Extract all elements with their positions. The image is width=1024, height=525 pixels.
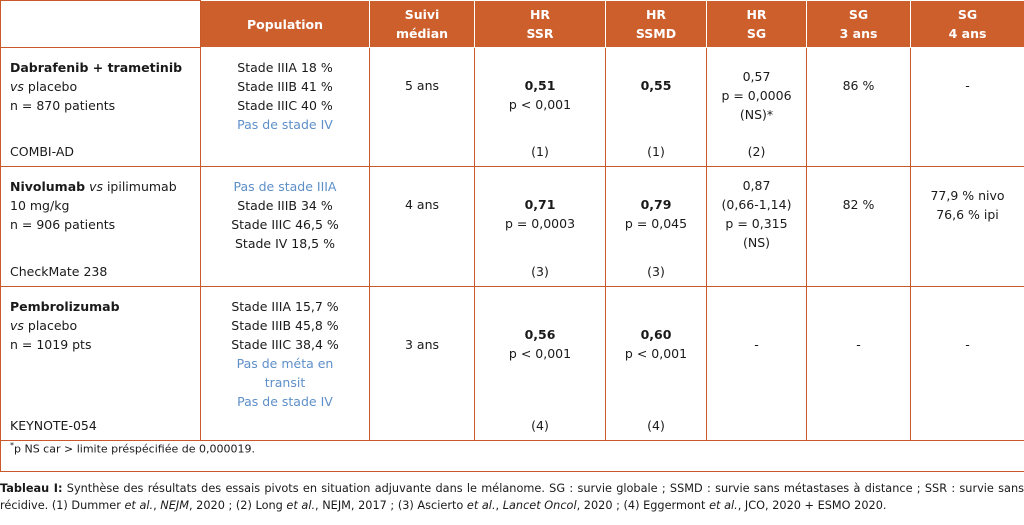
footnote bbox=[1, 440, 1024, 471]
hr-sg-line: (NS) bbox=[742, 235, 771, 251]
sg-4ans-cell bbox=[911, 286, 1024, 440]
study-name: CheckMate 238 bbox=[10, 263, 108, 279]
hr-ssmd-cell bbox=[606, 48, 707, 167]
table-row-checkmate-238 bbox=[1, 167, 1024, 286]
vs-label: vs bbox=[89, 179, 103, 195]
caption-text: , bbox=[153, 499, 161, 512]
hr-sg-cell bbox=[707, 48, 807, 167]
hr-ssr-cell bbox=[475, 167, 606, 286]
population-item: Stade IIIC 38,4 % bbox=[231, 336, 339, 352]
population-item: Stade IIIA 18 % bbox=[237, 60, 333, 75]
caption-etal: et al. bbox=[709, 499, 738, 512]
sg-4ans-value: - bbox=[965, 78, 970, 93]
hr-sg-cell bbox=[707, 167, 807, 286]
vs-label: vs bbox=[10, 79, 24, 94]
suivi-value: 4 ans bbox=[404, 197, 440, 213]
sg-3ans-cell bbox=[807, 48, 911, 167]
population-item: Stade IIIB 41 % bbox=[237, 79, 333, 94]
population-cell bbox=[201, 286, 370, 440]
hr-sg-line: p = 0,315 bbox=[725, 216, 788, 232]
table-row-combi-ad bbox=[1, 48, 1024, 167]
trial-name: Nivolumab bbox=[10, 179, 86, 195]
caption-label: Tableau I: bbox=[0, 482, 63, 495]
caption-text: Synthèse des résultats des essais pivots en situation adjuvante dans le mélanome. SG : survie globale ; SSMD : survie sans métastases à distance ; SSR : survie sans récidive. (1) Dummer bbox=[0, 482, 1024, 512]
population-cell bbox=[201, 167, 370, 286]
population-item: Stade IIIA 15,7 % bbox=[231, 298, 339, 314]
sg-4ans-cell bbox=[911, 48, 1024, 167]
hr-sg-line: - bbox=[754, 336, 759, 352]
hr-sg-line: (0,66-1,14) bbox=[721, 197, 792, 213]
trial-name: Dabrafenib + trametinib bbox=[10, 60, 183, 75]
header-sg-4ans: SG 4 ans bbox=[911, 1, 1024, 48]
caption-text: , 2020 ; (4) Eggermont bbox=[576, 499, 710, 512]
sg-3ans-value: 82 % bbox=[842, 197, 875, 213]
caption-text: , bbox=[495, 499, 503, 512]
hr-ssmd-cell bbox=[606, 167, 707, 286]
trial-comparator: ipilimumab bbox=[102, 179, 177, 195]
population-item: Pas de stade IV bbox=[237, 393, 333, 409]
population-item: Stade IIIC 46,5 % bbox=[231, 217, 339, 233]
hr-ssr-p: p = 0,0003 bbox=[504, 216, 576, 232]
caption-etal: et al. bbox=[466, 499, 496, 512]
header-hr-sg: HR SG bbox=[707, 1, 807, 48]
caption-text: , 2020 ; (2) Long bbox=[188, 499, 287, 512]
sg-4ans-cell bbox=[911, 167, 1024, 286]
suivi-value: 3 ans bbox=[404, 336, 440, 352]
hr-ssmd-ref: (4) bbox=[647, 417, 665, 433]
suivi-cell bbox=[370, 167, 475, 286]
caption-text: , NEJM, 2017 ; (3) Ascierto bbox=[315, 499, 467, 512]
hr-ssr-cell bbox=[475, 286, 606, 440]
hr-ssmd-value: 0,60 bbox=[640, 326, 672, 342]
trial-n: n = 906 patients bbox=[10, 217, 116, 233]
hr-sg-line: p = 0,0006 bbox=[721, 88, 792, 103]
hr-ssmd-cell bbox=[606, 286, 707, 440]
caption-etal: et al. bbox=[286, 499, 316, 512]
hr-ssmd-p: p = 0,045 bbox=[624, 216, 688, 232]
study-name: KEYNOTE-054 bbox=[10, 417, 97, 433]
hr-ssr-value: 0,51 bbox=[524, 78, 556, 93]
trial-cell bbox=[1, 286, 201, 440]
trial-comparator: placebo bbox=[23, 317, 78, 333]
footnote-text: p NS car > limite préspécifiée de 0,000019. bbox=[14, 442, 255, 456]
hr-ssmd-value: 0,79 bbox=[640, 197, 672, 213]
header-suivi: Suivi médian bbox=[370, 1, 475, 48]
population-item: transit bbox=[264, 374, 306, 390]
population-item: Stade IIIB 34 % bbox=[237, 198, 333, 214]
table-row-keynote-054 bbox=[1, 286, 1024, 440]
header-corner bbox=[1, 1, 201, 48]
trial-n: n = 870 patients bbox=[10, 98, 116, 113]
trial-n: n = 1019 pts bbox=[10, 336, 92, 352]
population-item: Stade IV 18,5 % bbox=[235, 236, 335, 252]
hr-sg-ref: (2) bbox=[747, 144, 766, 160]
suivi-cell bbox=[370, 286, 475, 440]
hr-sg-line: 0,57 bbox=[742, 69, 771, 84]
hr-ssmd-p: p < 0,001 bbox=[624, 345, 688, 361]
header-sg-3ans: SG 3 ans bbox=[807, 1, 911, 48]
caption-journal: Lancet Oncol bbox=[502, 499, 577, 512]
caption-journal: NEJM bbox=[160, 499, 189, 512]
sg-4ans-value: - bbox=[965, 336, 970, 352]
header-row bbox=[1, 1, 1024, 48]
trial-comparator: placebo bbox=[23, 79, 78, 94]
sg-3ans-cell bbox=[807, 286, 911, 440]
header-population: Population bbox=[201, 1, 370, 48]
hr-ssr-value: 0,71 bbox=[524, 197, 556, 213]
suivi-value: 5 ans bbox=[404, 78, 440, 93]
caption-text: , JCO, 2020 + ESMO 2020. bbox=[737, 499, 887, 512]
population-cell bbox=[201, 48, 370, 167]
hr-ssr-cell bbox=[475, 48, 606, 167]
hr-ssr-p: p < 0,001 bbox=[508, 97, 572, 112]
population-item: Stade IIIC 40 % bbox=[237, 98, 333, 113]
hr-ssr-ref: (1) bbox=[531, 144, 549, 160]
header-hr-ssmd: HR SSMD bbox=[606, 1, 707, 48]
hr-ssmd-ref: (3) bbox=[647, 263, 665, 279]
hr-ssr-ref: (4) bbox=[531, 417, 549, 433]
hr-sg-line: 0,87 bbox=[742, 178, 771, 194]
footnote-mark: * bbox=[10, 440, 14, 450]
population-item: Stade IIIB 45,8 % bbox=[231, 317, 339, 333]
population-item: Pas de stade IV bbox=[237, 117, 333, 132]
hr-ssmd-value: 0,55 bbox=[640, 78, 672, 93]
hr-ssmd-ref: (1) bbox=[647, 144, 665, 160]
caption-etal: et al. bbox=[124, 499, 154, 512]
hr-ssr-ref: (3) bbox=[531, 263, 549, 279]
sg-3ans-value: 86 % bbox=[842, 78, 875, 93]
population-item: Pas de méta en bbox=[236, 355, 334, 371]
table-caption bbox=[0, 480, 1024, 514]
sg-4ans-value: 76,6 % ipi bbox=[936, 207, 999, 223]
hr-sg-cell bbox=[707, 286, 807, 440]
sg-3ans-cell bbox=[807, 167, 911, 286]
hr-ssr-p: p < 0,001 bbox=[508, 345, 572, 361]
sg-3ans-value: - bbox=[856, 336, 861, 352]
hr-ssr-value: 0,56 bbox=[524, 326, 556, 342]
trial-dose: 10 mg/kg bbox=[10, 198, 70, 214]
footnote-row bbox=[1, 440, 1024, 471]
header-hr-ssr: HR SSR bbox=[475, 1, 606, 48]
suivi-cell bbox=[370, 48, 475, 167]
hr-sg-line: (NS)* bbox=[739, 107, 774, 122]
sg-4ans-value: 77,9 % nivo bbox=[930, 188, 1005, 204]
trial-cell bbox=[1, 48, 201, 167]
study-name: COMBI-AD bbox=[10, 144, 75, 160]
vs-label: vs bbox=[10, 317, 24, 333]
population-item: Pas de stade IIIA bbox=[233, 179, 337, 195]
trial-cell bbox=[1, 167, 201, 286]
trial-name: Pembrolizumab bbox=[10, 298, 120, 314]
